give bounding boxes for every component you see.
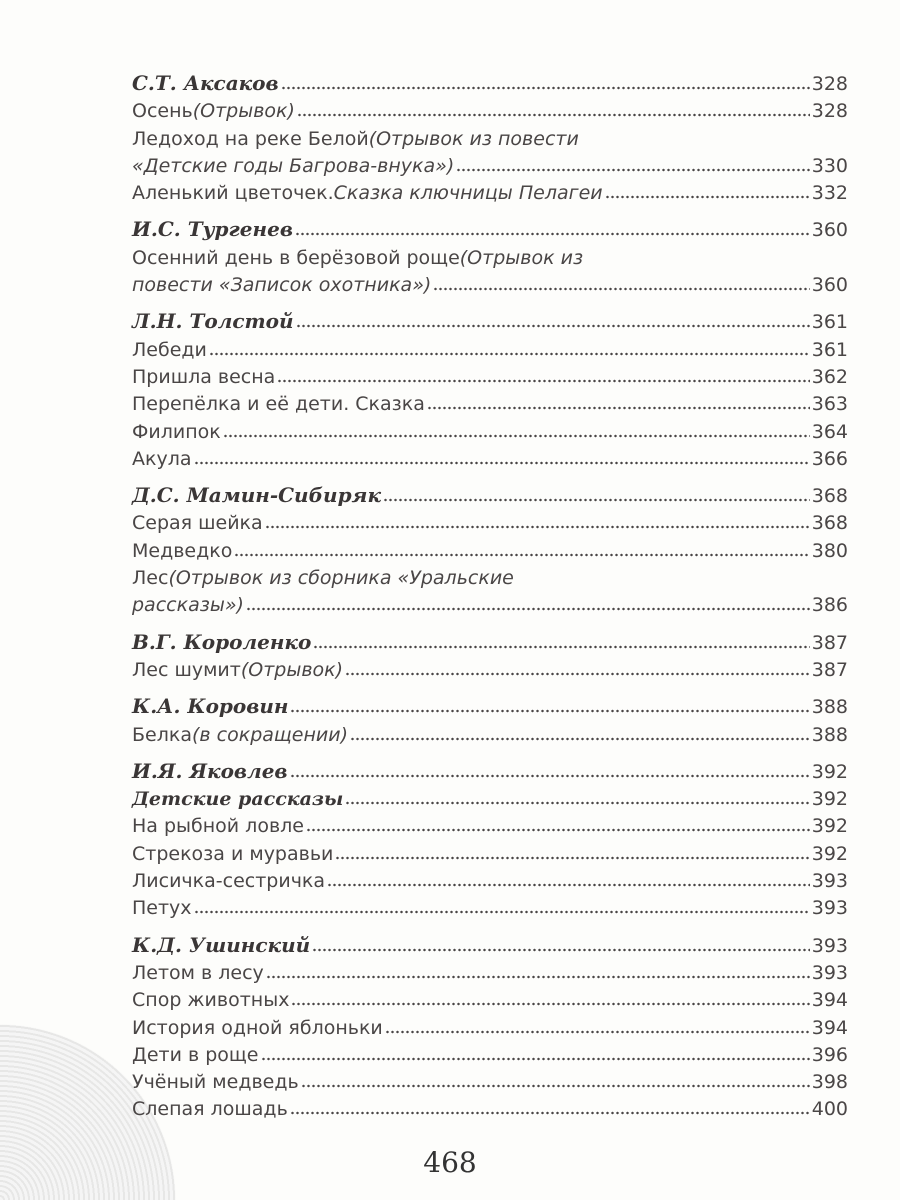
toc-entry xyxy=(132,1069,848,1096)
author-name: В.Г. Короленко xyxy=(132,629,312,654)
page-ref: 368 xyxy=(811,512,848,535)
dot-leader xyxy=(296,320,810,328)
entry-text: Серая шейка xyxy=(132,512,263,535)
page-ref: 380 xyxy=(811,539,848,562)
author-name: С.Т. Аксаков xyxy=(132,71,279,95)
entry-text: рассказы») xyxy=(132,594,244,617)
entry-text: (Отрывок из xyxy=(459,246,584,269)
toc-line xyxy=(132,538,848,565)
entry-text: Учёный медведь xyxy=(132,1071,299,1094)
dot-leader xyxy=(291,998,809,1006)
toc-entry xyxy=(132,841,848,868)
page-ref: 388 xyxy=(811,723,848,746)
entry-text: Лисичка-сестричка xyxy=(132,870,326,893)
toc-line xyxy=(132,841,848,868)
toc-entry xyxy=(132,364,848,391)
entry-text: (Отрывок) xyxy=(192,100,295,123)
entry-text: Петух xyxy=(132,897,192,920)
page-ref: 332 xyxy=(811,182,848,205)
author-section xyxy=(132,932,848,1124)
entry-text: (Отрывок из сборника «Уральские xyxy=(168,567,514,590)
entry-text: Лес шумит xyxy=(132,658,241,681)
toc-entry xyxy=(132,538,848,565)
page-number: 468 xyxy=(423,1146,477,1179)
toc-entry xyxy=(132,895,848,922)
toc-entry xyxy=(132,126,848,181)
toc-entry xyxy=(132,180,848,207)
entry-text: Лес xyxy=(132,567,169,590)
dot-leader xyxy=(313,641,809,649)
toc-entry xyxy=(132,245,848,300)
page-ref: 387 xyxy=(811,658,848,681)
toc-line xyxy=(132,1042,848,1069)
toc-line xyxy=(132,364,848,391)
entry-text: Акула xyxy=(132,447,192,470)
toc-entry xyxy=(132,98,848,125)
entry-text: Филипок xyxy=(132,420,221,443)
page-ref: 393 xyxy=(811,934,848,957)
subheading: Детские рассказы xyxy=(132,788,344,811)
toc-line xyxy=(132,813,848,840)
toc-line xyxy=(132,592,848,619)
entry-text: Ледоход на реке Белой xyxy=(132,127,369,150)
page-ref: 330 xyxy=(811,154,848,177)
page-ref: 388 xyxy=(811,696,848,719)
toc-line xyxy=(132,245,848,272)
toc-line xyxy=(132,446,848,473)
toc-entry xyxy=(132,868,848,895)
dot-leader xyxy=(234,549,809,557)
toc-entry xyxy=(132,1096,848,1123)
entry-text: История одной яблоньки xyxy=(132,1016,383,1039)
table-of-contents xyxy=(132,70,848,1133)
toc-entry xyxy=(132,1015,848,1042)
entry-text: Пришла весна xyxy=(132,365,276,388)
author-section xyxy=(132,758,848,923)
page-ref: 366 xyxy=(811,447,848,470)
page-ref: 362 xyxy=(811,365,848,388)
page-ref: 364 xyxy=(811,420,848,443)
entry-text: «Детские годы Багрова-внука») xyxy=(132,154,455,177)
dot-leader xyxy=(433,283,809,291)
dot-leader xyxy=(605,191,810,199)
toc-line xyxy=(132,510,848,537)
toc-line xyxy=(132,180,848,207)
toc-line xyxy=(132,337,848,364)
toc-line xyxy=(132,1015,848,1042)
dot-leader xyxy=(290,1107,810,1115)
author-section xyxy=(132,629,848,685)
toc-line xyxy=(132,895,848,922)
toc-entry xyxy=(132,813,848,840)
entry-text: повести «Записок охотника») xyxy=(132,274,432,297)
entry-text: Осень xyxy=(132,100,193,123)
entry-text: Стрекоза и муравьи xyxy=(132,842,334,865)
dot-leader xyxy=(427,402,810,410)
toc-line xyxy=(132,693,848,721)
page-ref: 393 xyxy=(811,897,848,920)
dot-leader xyxy=(312,944,810,952)
author-name: Л.Н. Толстой xyxy=(132,309,294,334)
toc-entry xyxy=(132,722,848,749)
page-ref: 392 xyxy=(811,788,848,811)
entry-text: Осенний день в берёзовой роще xyxy=(132,246,460,269)
page-ref: 360 xyxy=(811,274,848,297)
page-ref: 328 xyxy=(811,73,848,95)
page-ref: 396 xyxy=(811,1043,848,1066)
page-ref: 361 xyxy=(811,338,848,361)
toc-line xyxy=(132,565,848,592)
dot-leader xyxy=(209,348,810,356)
toc-line xyxy=(132,960,848,987)
dot-leader xyxy=(350,733,810,741)
dot-leader xyxy=(246,603,810,611)
toc-entry xyxy=(132,657,848,684)
toc-entry xyxy=(132,960,848,987)
author-name: К.Д. Ушинский xyxy=(132,932,311,957)
toc-line xyxy=(132,786,848,813)
toc-entry xyxy=(132,446,848,473)
author-section xyxy=(132,308,848,473)
dot-leader xyxy=(301,1080,810,1088)
entry-text: Перепёлка и её дети. Сказка xyxy=(132,393,425,416)
entry-text: На рыбной ловле xyxy=(132,815,304,838)
entry-text: Лебеди xyxy=(132,338,207,361)
toc-entry xyxy=(132,419,848,446)
dot-leader xyxy=(290,770,810,778)
dot-leader xyxy=(194,906,810,914)
dot-leader xyxy=(327,879,810,887)
author-name: Д.С. Мамин-Сибиряк xyxy=(132,483,382,508)
dot-leader xyxy=(383,494,810,502)
toc-line xyxy=(132,482,848,510)
toc-entry xyxy=(132,391,848,418)
page-ref: 363 xyxy=(811,393,848,416)
toc-line xyxy=(132,629,848,657)
entry-text: Белка xyxy=(132,723,192,746)
toc-entry xyxy=(132,987,848,1014)
toc-line xyxy=(132,1069,848,1096)
entry-text: Спор животных xyxy=(132,989,290,1012)
entry-text: (Отрывок из повести xyxy=(368,127,579,150)
page-ref: 360 xyxy=(811,219,848,242)
page-ref: 361 xyxy=(811,311,848,334)
page-ref: 394 xyxy=(811,1016,848,1039)
dot-leader xyxy=(281,82,810,90)
toc-line xyxy=(132,987,848,1014)
author-section xyxy=(132,70,848,207)
author-name: И.Я. Яковлев xyxy=(132,758,288,783)
toc-line xyxy=(132,70,848,98)
dot-leader xyxy=(290,705,809,713)
toc-line xyxy=(132,126,848,153)
page-ref: 393 xyxy=(811,870,848,893)
toc-line xyxy=(132,868,848,895)
page-ref: 392 xyxy=(811,815,848,838)
dot-leader xyxy=(385,1026,810,1034)
page-ref: 328 xyxy=(811,100,848,123)
toc-entry xyxy=(132,565,848,620)
page-ref: 387 xyxy=(811,631,848,654)
page-ref: 400 xyxy=(811,1098,848,1121)
dot-leader xyxy=(297,109,810,117)
page-ref: 394 xyxy=(811,989,848,1012)
author-name: И.С. Тургенев xyxy=(132,217,293,242)
toc-line xyxy=(132,216,848,244)
dot-leader xyxy=(265,521,810,529)
page-ref: 386 xyxy=(811,594,848,617)
toc-entry xyxy=(132,337,848,364)
toc-line xyxy=(132,722,848,749)
dot-leader xyxy=(345,668,810,676)
dot-leader xyxy=(345,797,809,805)
dot-leader xyxy=(261,1053,810,1061)
entry-text: Дети в роще xyxy=(132,1043,259,1066)
toc-line xyxy=(132,419,848,446)
page-ref: 398 xyxy=(811,1071,848,1094)
entry-text: (Отрывок) xyxy=(240,658,344,681)
author-name: К.А. Коровин xyxy=(132,694,289,719)
toc-line xyxy=(132,391,848,418)
dot-leader xyxy=(277,375,809,383)
dot-leader xyxy=(456,164,809,172)
dot-leader xyxy=(194,457,810,465)
toc-line xyxy=(132,98,848,125)
toc-line xyxy=(132,272,848,299)
toc-line xyxy=(132,932,848,960)
dot-leader xyxy=(223,430,810,438)
toc-line xyxy=(132,1096,848,1123)
toc-entry xyxy=(132,1042,848,1069)
entry-text: Медведко xyxy=(132,539,233,562)
page-ref: 368 xyxy=(811,485,848,508)
page-ref: 393 xyxy=(811,961,848,984)
entry-text: Летом в лесу xyxy=(132,961,264,984)
toc-line xyxy=(132,308,848,336)
toc-line xyxy=(132,153,848,180)
author-section xyxy=(132,482,848,619)
author-section xyxy=(132,216,848,299)
entry-text: Аленький цветочек. xyxy=(132,182,334,205)
dot-leader xyxy=(295,228,810,236)
entry-text: Сказка ключницы Пелагеи xyxy=(333,182,603,205)
page-ref: 392 xyxy=(811,760,848,783)
dot-leader xyxy=(306,824,810,832)
entry-text: (в сокращении) xyxy=(192,723,349,746)
entry-text: Слепая лошадь xyxy=(132,1098,288,1121)
dot-leader xyxy=(335,852,809,860)
toc-entry xyxy=(132,510,848,537)
dot-leader xyxy=(266,971,810,979)
toc-line xyxy=(132,657,848,684)
page-ref: 392 xyxy=(811,842,848,865)
author-section xyxy=(132,693,848,749)
toc-line xyxy=(132,758,848,786)
